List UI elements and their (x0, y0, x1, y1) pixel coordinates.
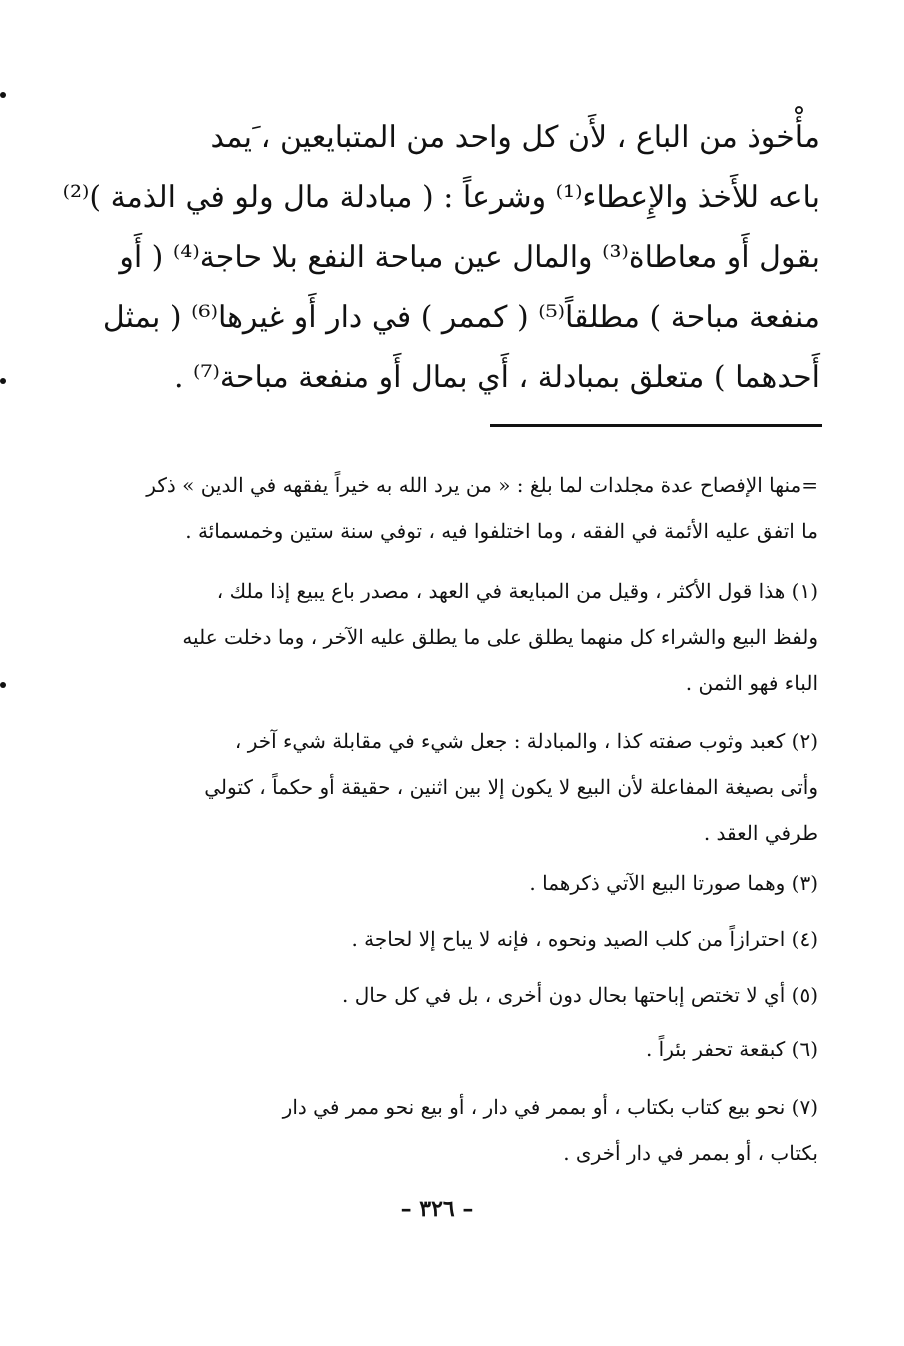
footnote-5 (78, 972, 818, 1018)
footnote-line: (٤) احترازاً من كلب الصيد ونحوه ، فإنه لا يباح إلا لحاجة . (351, 927, 818, 951)
footnote-line: (٣) وهما صورتا البيع الآتي ذكرهما . (529, 871, 818, 895)
margin-mark (0, 378, 6, 384)
main-text-line: بقول أَو معاطاة⁽³⁾ والمال عين مباحة النفع بلا حاجة⁽⁴⁾ ( أَو (119, 240, 820, 275)
margin-mark (0, 682, 6, 688)
footnote-line: (٥) أي لا تختص إباحتها بحال دون أخرى ، بل في كل حال . (342, 983, 818, 1007)
footnote-4 (78, 916, 818, 962)
footnote-3 (78, 860, 818, 906)
footnote-line: الباء فهو الثمن . (685, 671, 818, 695)
footnote-7 (78, 1084, 818, 1176)
main-text (62, 108, 820, 408)
main-text-line: باعه للأَخذ والإِعطاء⁽¹⁾ وشرعاً : ( مبادلة مال ولو في الذمة )⁽²⁾ (62, 180, 820, 215)
footnote-line: وأتى بصيغة المفاعلة لأن البيع لا يكون إلا بين اثنين ، حقيقة أو حكماً ، كتولي (204, 775, 818, 799)
footnote-line: طرفي العقد . (703, 821, 818, 845)
footnote-line: =منها الإفصاح عدة مجلدات لما بلغ : « من يرد الله به خيراً يفقهه في الدين » ذكر (146, 473, 818, 497)
page-number: – ٣٢٦ – (400, 1196, 474, 1222)
footnote-line: بكتاب ، أو بممر في دار أخرى . (563, 1141, 818, 1165)
main-text-line: مأْخوذ من الباع ، لأَن كل واحد من المتبايعين ، َيمد (210, 120, 820, 155)
footnote-separator (490, 424, 822, 427)
main-text-line: منفعة مباحة ) مطلقاً⁽⁵⁾ ( كممر ) في دار أَو غيرها⁽⁶⁾ ( بمثل (102, 300, 820, 335)
footnote-line: (٦) كبقعة تحفر بئراً . (645, 1037, 818, 1061)
footnote-line: (٧) نحو بيع كتاب بكتاب ، أو بممر في دار ، أو بيع نحو ممر في دار (282, 1095, 818, 1119)
main-text-line: أَحدهما ) متعلق بمبادلة ، أَي بمال أَو منفعة مباحة⁽⁷⁾ . (173, 360, 820, 395)
footnote-line: ما اتفق عليه الأئمة في الفقه ، وما اختلفوا فيه ، توفي سنة ستين وخمسمائة . (185, 519, 818, 543)
footnote-line: (١) هذا قول الأكثر ، وقيل من المبايعة في العهد ، مصدر باع يبيع إذا ملك ، (216, 579, 818, 603)
footnote-continuation (78, 462, 818, 554)
margin-mark (0, 92, 6, 98)
footnote-line: (٢) كعبد وثوب صفته كذا ، والمبادلة : جعل شيء في مقابلة شيء آخر ، (234, 729, 818, 753)
footnote-2 (78, 718, 818, 856)
footnote-6 (78, 1026, 818, 1072)
footnote-line: ولفظ البيع والشراء كل منهما يطلق على ما يطلق عليه الآخر ، وما دخلت عليه (182, 625, 818, 649)
footnote-1 (78, 568, 818, 706)
